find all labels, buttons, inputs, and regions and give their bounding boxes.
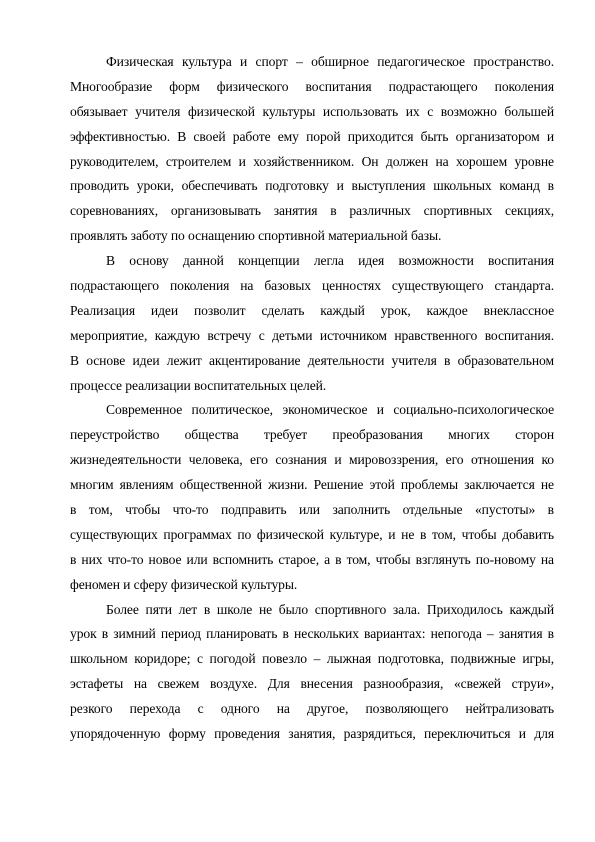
paragraph-physical-culture xyxy=(70,50,554,249)
paragraph-modern-restructuring xyxy=(70,398,554,597)
text-line: существующих программах по физической культуре, и не в том, чтобы добавить xyxy=(70,526,554,542)
text-line: подрастающего поколения на базовых ценностях существующего стандарта. xyxy=(70,278,554,294)
text-line: процессе реализации воспитательных целей. xyxy=(70,377,327,393)
text-line: Реализация идеи позволит сделать каждый урок, каждое внеклассное xyxy=(70,302,554,318)
text-line: в них что-то новое или вспомнить старое, а в том, чтобы взглянуть по-новому на xyxy=(70,551,554,567)
paragraph-concept xyxy=(70,249,554,398)
text-line: соревнованиях, организовывать занятия в различных спортивных секциях, xyxy=(70,203,554,219)
text-line: жизнедеятельности человека, его сознания и мировоззрения, его отношения ко xyxy=(70,452,554,468)
text-line: Более пяти лет в школе не было спортивного зала. Приходилось каждый xyxy=(106,601,554,617)
text-line: В основу данной концепции легла идея возможности воспитания xyxy=(106,253,554,269)
text-line: эффективностью. В своей работе ему порой приходится быть организатором и xyxy=(70,128,554,144)
text-line: эстафеты на свежем воздухе. Для внесения разнообразия, «свежей струи», xyxy=(70,676,554,692)
text-line: урок в зимний период планировать в нескольких вариантах: непогода – занятия в xyxy=(70,626,554,642)
text-line: резкого перехода с одного на другое, позволяющего нейтрализовать xyxy=(70,701,554,717)
text-line: руководителем, строителем и хозяйственником. Он должен на хорошем уровне xyxy=(70,153,554,169)
text-line: Физическая культура и спорт – обширное педагогическое пространство. xyxy=(106,54,554,69)
text-line: обязывает учителя физической культуры использовать их с возможно большей xyxy=(70,103,554,119)
text-line: Многообразие форм физического воспитания подрастающего поколения xyxy=(70,78,554,94)
text-line: феномен и сферу физической культуры. xyxy=(70,576,298,592)
text-line: упорядоченную форму проведения занятия, разрядиться, переключиться и для xyxy=(70,726,554,742)
document-body xyxy=(70,50,554,747)
text-line: Современное политическое, экономическое и социально-психологическое xyxy=(106,402,554,418)
text-line: многим явлениям общественной жизни. Решение этой проблемы заключается не xyxy=(70,477,554,493)
text-line: переустройство общества требует преобразования многих сторон xyxy=(70,427,554,443)
text-line: школьном коридоре; с погодой повезло – лыжная подготовка, подвижные игры, xyxy=(70,651,554,667)
text-line: мероприятие, каждую встречу с детьми источником нравственного воспитания. xyxy=(70,327,554,343)
text-line: в том, чтобы что-то подправить или заполнить отдельные «пустоты» в xyxy=(70,502,554,518)
paragraph-sports-hall xyxy=(70,598,554,747)
text-line: В основе идеи лежит акцентирование деятельности учителя в образовательном xyxy=(70,352,554,368)
text-line: проявлять заботу по оснащению спортивной материальной базы. xyxy=(70,228,442,244)
text-line: проводить уроки, обеспечивать подготовку и выступления школьных команд в xyxy=(70,178,554,194)
